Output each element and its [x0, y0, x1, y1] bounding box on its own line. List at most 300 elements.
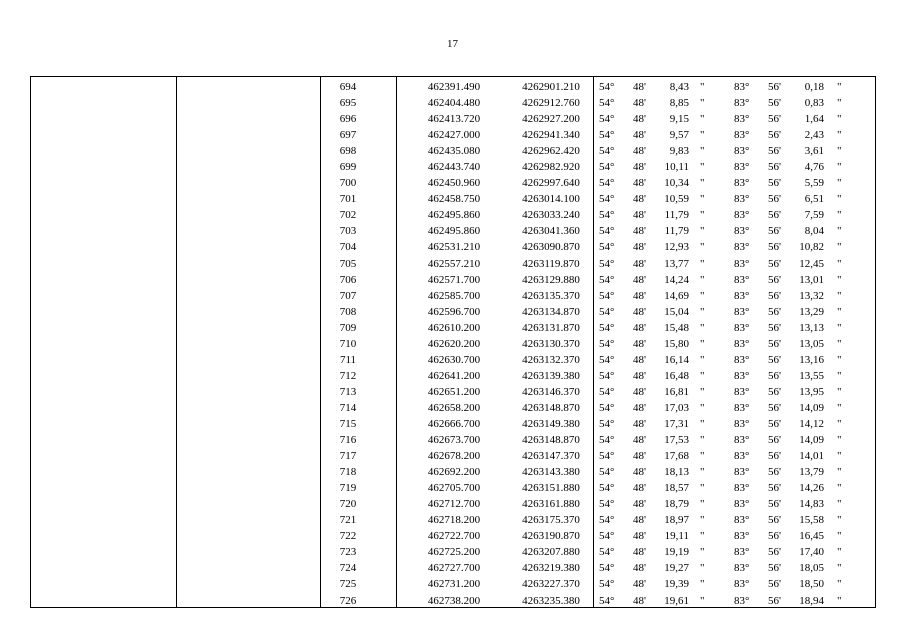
table-row — [31, 79, 875, 95]
longitude-seconds-symbol: " — [837, 81, 842, 93]
longitude-degrees: 83° — [734, 514, 750, 527]
longitude-minutes: 56' — [768, 209, 781, 222]
latitude-minutes: 48' — [633, 129, 646, 142]
x-coordinate: 462435.080 — [427, 145, 481, 158]
y-coordinate: 4263143.380 — [522, 466, 580, 479]
latitude-seconds: 18,97 — [664, 514, 689, 527]
latitude-seconds-symbol: " — [700, 562, 705, 575]
x-coordinate: 462427.000 — [427, 129, 481, 142]
longitude-seconds: 3,61 — [804, 145, 824, 158]
x-coordinate: 462712.700 — [427, 498, 481, 511]
latitude-degrees: 54° — [599, 273, 615, 286]
latitude-degrees: 54° — [599, 482, 615, 495]
point-number: 725 — [339, 578, 357, 591]
latitude-degrees: 54° — [599, 530, 615, 543]
longitude-degrees: 83° — [734, 353, 750, 366]
latitude-seconds: 9,57 — [669, 129, 689, 142]
point-number: 698 — [339, 145, 357, 158]
latitude-seconds-symbol: " — [700, 145, 705, 158]
latitude-seconds-symbol: " — [700, 161, 705, 174]
y-coordinate: 4263149.380 — [522, 417, 580, 430]
latitude-seconds-symbol: " — [700, 450, 705, 463]
latitude-degrees: 54° — [599, 578, 615, 591]
latitude-minutes: 48' — [633, 145, 646, 158]
latitude-degrees: 54° — [599, 450, 615, 463]
y-coordinate: 4262901.210 — [522, 81, 580, 93]
longitude-seconds-symbol: " — [837, 434, 842, 447]
longitude-seconds-symbol: " — [837, 385, 842, 398]
y-coordinate: 4263151.880 — [522, 482, 580, 495]
longitude-degrees: 83° — [734, 417, 750, 430]
longitude-seconds-symbol: " — [837, 193, 842, 206]
longitude-degrees: 83° — [734, 434, 750, 447]
longitude-minutes: 56' — [768, 514, 781, 527]
longitude-minutes: 56' — [768, 546, 781, 559]
latitude-seconds: 18,79 — [664, 498, 689, 511]
y-coordinate: 4263147.370 — [522, 450, 580, 463]
longitude-degrees: 83° — [734, 161, 750, 174]
longitude-degrees: 83° — [734, 273, 750, 286]
table-row — [31, 528, 875, 544]
latitude-seconds-symbol: " — [700, 417, 705, 430]
longitude-minutes: 56' — [768, 385, 781, 398]
latitude-minutes: 48' — [633, 113, 646, 126]
latitude-degrees: 54° — [599, 305, 615, 318]
x-coordinate: 462678.200 — [427, 450, 481, 463]
longitude-seconds-symbol: " — [837, 578, 842, 591]
y-coordinate: 4263131.870 — [522, 321, 580, 334]
latitude-degrees: 54° — [599, 225, 615, 238]
latitude-seconds-symbol: " — [700, 241, 705, 254]
y-coordinate: 4263146.370 — [522, 385, 580, 398]
x-coordinate: 462731.200 — [427, 578, 481, 591]
y-coordinate: 4263161.880 — [522, 498, 580, 511]
longitude-seconds: 0,18 — [804, 81, 824, 93]
latitude-seconds-symbol: " — [700, 113, 705, 126]
longitude-seconds: 15,58 — [799, 514, 824, 527]
latitude-seconds: 15,80 — [664, 337, 689, 350]
point-number: 700 — [339, 177, 357, 190]
latitude-minutes: 48' — [633, 97, 646, 110]
longitude-seconds-symbol: " — [837, 514, 842, 527]
longitude-minutes: 56' — [768, 578, 781, 591]
latitude-degrees: 54° — [599, 145, 615, 158]
latitude-seconds: 14,24 — [664, 273, 689, 286]
x-coordinate: 462620.200 — [427, 337, 481, 350]
point-number: 710 — [339, 337, 357, 350]
point-number: 697 — [339, 129, 357, 142]
point-number: 704 — [339, 241, 357, 254]
longitude-seconds-symbol: " — [837, 145, 842, 158]
y-coordinate: 4263014.100 — [522, 193, 580, 206]
longitude-degrees: 83° — [734, 209, 750, 222]
point-number: 694 — [339, 81, 357, 93]
longitude-seconds-symbol: " — [837, 241, 842, 254]
table-body — [31, 79, 875, 609]
latitude-seconds-symbol: " — [700, 321, 705, 334]
point-number: 717 — [339, 450, 357, 463]
longitude-seconds: 13,13 — [799, 321, 824, 334]
page-number: 17 — [447, 38, 458, 50]
latitude-minutes: 48' — [633, 289, 646, 302]
latitude-seconds-symbol: " — [700, 594, 705, 607]
latitude-seconds-symbol: " — [700, 81, 705, 93]
longitude-seconds: 8,04 — [804, 225, 824, 238]
latitude-degrees: 54° — [599, 369, 615, 382]
point-number: 724 — [339, 562, 357, 575]
table-row — [31, 544, 875, 560]
longitude-seconds: 10,82 — [799, 241, 824, 254]
latitude-seconds: 12,93 — [664, 241, 689, 254]
x-coordinate: 462666.700 — [427, 417, 481, 430]
longitude-degrees: 83° — [734, 129, 750, 142]
longitude-seconds: 13,79 — [799, 466, 824, 479]
longitude-seconds-symbol: " — [837, 594, 842, 607]
y-coordinate: 4263134.870 — [522, 305, 580, 318]
latitude-degrees: 54° — [599, 353, 615, 366]
latitude-degrees: 54° — [599, 434, 615, 447]
point-number: 723 — [339, 546, 357, 559]
longitude-seconds-symbol: " — [837, 450, 842, 463]
y-coordinate: 4262962.420 — [522, 145, 580, 158]
latitude-degrees: 54° — [599, 546, 615, 559]
latitude-seconds: 19,27 — [664, 562, 689, 575]
latitude-seconds: 10,59 — [664, 193, 689, 206]
latitude-degrees: 54° — [599, 514, 615, 527]
longitude-seconds: 14,83 — [799, 498, 824, 511]
longitude-minutes: 56' — [768, 177, 781, 190]
longitude-degrees: 83° — [734, 177, 750, 190]
longitude-degrees: 83° — [734, 193, 750, 206]
longitude-degrees: 83° — [734, 337, 750, 350]
latitude-seconds-symbol: " — [700, 482, 705, 495]
latitude-seconds-symbol: " — [700, 498, 705, 511]
longitude-minutes: 56' — [768, 289, 781, 302]
latitude-degrees: 54° — [599, 81, 615, 93]
latitude-minutes: 48' — [633, 514, 646, 527]
point-number: 713 — [339, 385, 357, 398]
latitude-degrees: 54° — [599, 498, 615, 511]
longitude-degrees: 83° — [734, 530, 750, 543]
latitude-degrees: 54° — [599, 97, 615, 110]
latitude-minutes: 48' — [633, 353, 646, 366]
point-number: 709 — [339, 321, 357, 334]
longitude-degrees: 83° — [734, 546, 750, 559]
point-number: 706 — [339, 273, 357, 286]
table-row — [31, 368, 875, 384]
longitude-minutes: 56' — [768, 353, 781, 366]
longitude-seconds-symbol: " — [837, 530, 842, 543]
latitude-degrees: 54° — [599, 113, 615, 126]
latitude-seconds: 18,57 — [664, 482, 689, 495]
table-row — [31, 593, 875, 609]
y-coordinate: 4263148.870 — [522, 434, 580, 447]
longitude-seconds: 14,01 — [799, 450, 824, 463]
x-coordinate: 462495.860 — [427, 225, 481, 238]
longitude-degrees: 83° — [734, 498, 750, 511]
longitude-minutes: 56' — [768, 305, 781, 318]
latitude-degrees: 54° — [599, 466, 615, 479]
latitude-degrees: 54° — [599, 209, 615, 222]
longitude-seconds-symbol: " — [837, 225, 842, 238]
longitude-seconds: 13,55 — [799, 369, 824, 382]
longitude-seconds: 0,83 — [804, 97, 824, 110]
longitude-seconds-symbol: " — [837, 273, 842, 286]
x-coordinate: 462495.860 — [427, 209, 481, 222]
point-number: 707 — [339, 289, 357, 302]
longitude-seconds-symbol: " — [837, 482, 842, 495]
y-coordinate: 4263219.380 — [522, 562, 580, 575]
longitude-seconds: 14,26 — [799, 482, 824, 495]
point-number: 715 — [339, 417, 357, 430]
table-row — [31, 336, 875, 352]
latitude-seconds-symbol: " — [700, 466, 705, 479]
latitude-minutes: 48' — [633, 273, 646, 286]
longitude-seconds: 12,45 — [799, 257, 824, 270]
x-coordinate: 462738.200 — [427, 594, 481, 607]
longitude-minutes: 56' — [768, 337, 781, 350]
point-number: 716 — [339, 434, 357, 447]
longitude-seconds: 18,94 — [799, 594, 824, 607]
point-number: 696 — [339, 113, 357, 126]
longitude-seconds-symbol: " — [837, 305, 842, 318]
table-row — [31, 159, 875, 175]
latitude-minutes: 48' — [633, 417, 646, 430]
longitude-minutes: 56' — [768, 161, 781, 174]
latitude-seconds-symbol: " — [700, 337, 705, 350]
latitude-seconds: 8,85 — [669, 97, 689, 110]
longitude-minutes: 56' — [768, 401, 781, 414]
y-coordinate: 4263235.380 — [522, 594, 580, 607]
x-coordinate: 462450.960 — [427, 177, 481, 190]
latitude-minutes: 48' — [633, 466, 646, 479]
x-coordinate: 462404.480 — [427, 97, 481, 110]
latitude-seconds-symbol: " — [700, 305, 705, 318]
x-coordinate: 462692.200 — [427, 466, 481, 479]
latitude-seconds: 15,04 — [664, 305, 689, 318]
point-number: 701 — [339, 193, 357, 206]
x-coordinate: 462610.200 — [427, 321, 481, 334]
longitude-seconds: 14,12 — [799, 417, 824, 430]
latitude-minutes: 48' — [633, 385, 646, 398]
x-coordinate: 462596.700 — [427, 305, 481, 318]
y-coordinate: 4262927.200 — [522, 113, 580, 126]
latitude-seconds-symbol: " — [700, 193, 705, 206]
x-coordinate: 462673.700 — [427, 434, 481, 447]
latitude-seconds-symbol: " — [700, 225, 705, 238]
longitude-seconds-symbol: " — [837, 498, 842, 511]
longitude-minutes: 56' — [768, 562, 781, 575]
latitude-seconds-symbol: " — [700, 514, 705, 527]
longitude-minutes: 56' — [768, 273, 781, 286]
longitude-degrees: 83° — [734, 321, 750, 334]
latitude-minutes: 48' — [633, 305, 646, 318]
longitude-minutes: 56' — [768, 450, 781, 463]
longitude-degrees: 83° — [734, 289, 750, 302]
longitude-degrees: 83° — [734, 257, 750, 270]
y-coordinate: 4263175.370 — [522, 514, 580, 527]
point-number: 711 — [339, 353, 357, 366]
latitude-seconds: 17,31 — [664, 417, 689, 430]
latitude-seconds-symbol: " — [700, 257, 705, 270]
longitude-minutes: 56' — [768, 97, 781, 110]
latitude-seconds-symbol: " — [700, 530, 705, 543]
latitude-seconds: 17,03 — [664, 401, 689, 414]
longitude-minutes: 56' — [768, 530, 781, 543]
y-coordinate: 4263190.870 — [522, 530, 580, 543]
latitude-degrees: 54° — [599, 161, 615, 174]
latitude-seconds-symbol: " — [700, 578, 705, 591]
y-coordinate: 4263130.370 — [522, 337, 580, 350]
x-coordinate: 462458.750 — [427, 193, 481, 206]
coordinates-table — [30, 76, 876, 608]
table-row — [31, 400, 875, 416]
longitude-seconds: 6,51 — [804, 193, 824, 206]
y-coordinate: 4262912.760 — [522, 97, 580, 110]
table-row — [31, 207, 875, 223]
x-coordinate: 462658.200 — [427, 401, 481, 414]
x-coordinate: 462651.200 — [427, 385, 481, 398]
latitude-seconds: 19,19 — [664, 546, 689, 559]
longitude-degrees: 83° — [734, 466, 750, 479]
latitude-degrees: 54° — [599, 321, 615, 334]
table-row — [31, 416, 875, 432]
longitude-seconds-symbol: " — [837, 417, 842, 430]
x-coordinate: 462443.740 — [427, 161, 481, 174]
longitude-seconds: 17,40 — [799, 546, 824, 559]
latitude-degrees: 54° — [599, 594, 615, 607]
latitude-minutes: 48' — [633, 321, 646, 334]
latitude-seconds-symbol: " — [700, 273, 705, 286]
latitude-seconds: 9,15 — [669, 113, 689, 126]
longitude-degrees: 83° — [734, 562, 750, 575]
x-coordinate: 462722.700 — [427, 530, 481, 543]
x-coordinate: 462585.700 — [427, 289, 481, 302]
y-coordinate: 4262997.640 — [522, 177, 580, 190]
latitude-seconds-symbol: " — [700, 129, 705, 142]
longitude-seconds-symbol: " — [837, 209, 842, 222]
latitude-degrees: 54° — [599, 385, 615, 398]
table-row — [31, 143, 875, 159]
latitude-seconds: 16,48 — [664, 369, 689, 382]
x-coordinate: 462413.720 — [427, 113, 481, 126]
point-number: 695 — [339, 97, 357, 110]
latitude-minutes: 48' — [633, 562, 646, 575]
latitude-seconds: 19,11 — [664, 530, 689, 543]
latitude-minutes: 48' — [633, 225, 646, 238]
x-coordinate: 462641.200 — [427, 369, 481, 382]
longitude-seconds-symbol: " — [837, 546, 842, 559]
longitude-minutes: 56' — [768, 321, 781, 334]
y-coordinate: 4263135.370 — [522, 289, 580, 302]
longitude-seconds-symbol: " — [837, 289, 842, 302]
x-coordinate: 462531.210 — [427, 241, 481, 254]
latitude-seconds-symbol: " — [700, 546, 705, 559]
latitude-minutes: 48' — [633, 482, 646, 495]
x-coordinate: 462705.700 — [427, 482, 481, 495]
table-row — [31, 304, 875, 320]
table-row — [31, 496, 875, 512]
longitude-seconds: 13,95 — [799, 385, 824, 398]
point-number: 718 — [339, 466, 357, 479]
longitude-seconds: 16,45 — [799, 530, 824, 543]
longitude-minutes: 56' — [768, 594, 781, 607]
longitude-degrees: 83° — [734, 145, 750, 158]
table-row — [31, 223, 875, 239]
latitude-minutes: 48' — [633, 193, 646, 206]
latitude-minutes: 48' — [633, 241, 646, 254]
table-row — [31, 512, 875, 528]
longitude-seconds: 13,16 — [799, 353, 824, 366]
latitude-seconds-symbol: " — [700, 289, 705, 302]
x-coordinate: 462725.200 — [427, 546, 481, 559]
y-coordinate: 4263033.240 — [522, 209, 580, 222]
longitude-minutes: 56' — [768, 257, 781, 270]
point-number: 702 — [339, 209, 357, 222]
longitude-minutes: 56' — [768, 241, 781, 254]
longitude-seconds-symbol: " — [837, 337, 842, 350]
longitude-seconds: 13,01 — [799, 273, 824, 286]
y-coordinate: 4263207.880 — [522, 546, 580, 559]
longitude-seconds-symbol: " — [837, 562, 842, 575]
longitude-degrees: 83° — [734, 594, 750, 607]
y-coordinate: 4263148.870 — [522, 401, 580, 414]
latitude-minutes: 48' — [633, 498, 646, 511]
latitude-seconds-symbol: " — [700, 97, 705, 110]
longitude-seconds: 1,64 — [804, 113, 824, 126]
table-row — [31, 480, 875, 496]
latitude-degrees: 54° — [599, 193, 615, 206]
latitude-degrees: 54° — [599, 241, 615, 254]
latitude-degrees: 54° — [599, 562, 615, 575]
latitude-seconds-symbol: " — [700, 209, 705, 222]
longitude-degrees: 83° — [734, 578, 750, 591]
latitude-seconds-symbol: " — [700, 177, 705, 190]
table-row — [31, 320, 875, 336]
point-number: 719 — [339, 482, 357, 495]
latitude-seconds: 9,83 — [669, 145, 689, 158]
y-coordinate: 4263129.880 — [522, 273, 580, 286]
latitude-minutes: 48' — [633, 209, 646, 222]
longitude-seconds-symbol: " — [837, 113, 842, 126]
latitude-seconds-symbol: " — [700, 369, 705, 382]
table-row — [31, 256, 875, 272]
point-number: 699 — [339, 161, 357, 174]
longitude-minutes: 56' — [768, 113, 781, 126]
latitude-seconds: 8,43 — [669, 81, 689, 93]
longitude-minutes: 56' — [768, 498, 781, 511]
y-coordinate: 4263227.370 — [522, 578, 580, 591]
latitude-degrees: 54° — [599, 257, 615, 270]
longitude-degrees: 83° — [734, 113, 750, 126]
latitude-minutes: 48' — [633, 177, 646, 190]
longitude-seconds: 13,05 — [799, 337, 824, 350]
point-number: 720 — [339, 498, 357, 511]
point-number: 721 — [339, 514, 357, 527]
longitude-minutes: 56' — [768, 129, 781, 142]
longitude-seconds: 14,09 — [799, 434, 824, 447]
latitude-seconds: 15,48 — [664, 321, 689, 334]
longitude-seconds: 2,43 — [804, 129, 824, 142]
table-row — [31, 560, 875, 576]
table-row — [31, 448, 875, 464]
latitude-minutes: 48' — [633, 337, 646, 350]
longitude-degrees: 83° — [734, 450, 750, 463]
latitude-seconds: 17,53 — [664, 434, 689, 447]
longitude-minutes: 56' — [768, 482, 781, 495]
latitude-minutes: 48' — [633, 161, 646, 174]
y-coordinate: 4262941.340 — [522, 129, 580, 142]
